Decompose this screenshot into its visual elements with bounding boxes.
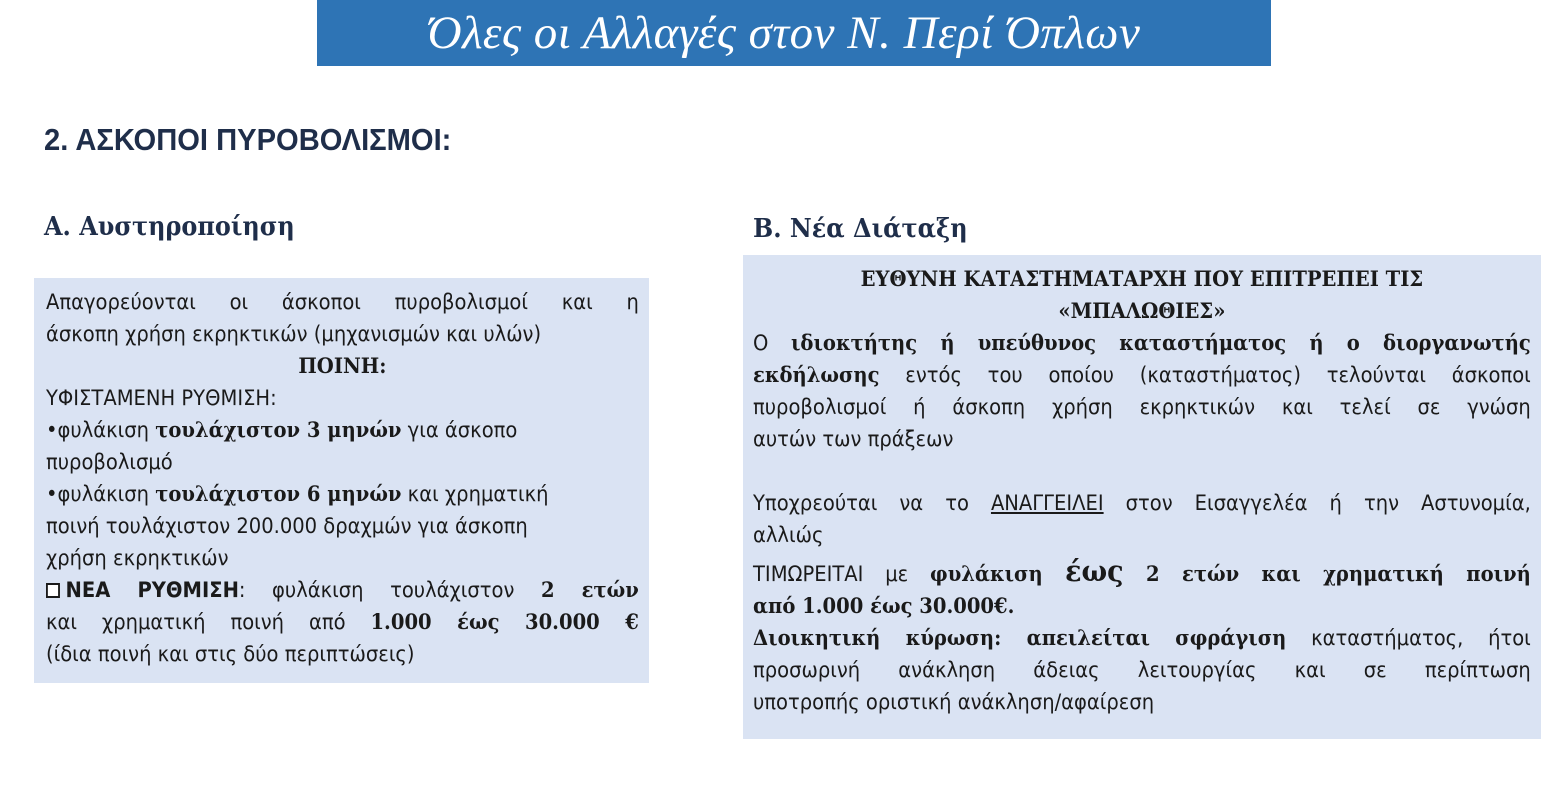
p4-line-3: υποτροπής οριστική ανάκληση/αφαίρεση <box>753 690 1155 714</box>
p3-pre: ΤΙΜΩΡΕΙΤΑΙ με <box>753 562 931 586</box>
title-banner <box>317 0 1271 66</box>
p1-line-4: αυτών των πράξεων <box>753 427 954 451</box>
bullet-1-bold: τουλάχιστον 3 μηνών <box>155 417 402 442</box>
new-rule-line-1 <box>46 574 639 606</box>
p2-pre: Υποχρεούται να το <box>753 491 991 515</box>
p2-underline: ΑΝΑΓΓΕΙΛΕΙ <box>990 491 1104 515</box>
bullet-2 <box>46 478 639 510</box>
p4-line-1 <box>753 622 1531 654</box>
p2-line-2: αλλιώς <box>753 523 824 547</box>
checkbox-icon <box>46 583 60 598</box>
p1-rest-1: εντός του οποίου (καταστήματος) τελούνται άσκοποι <box>879 363 1531 387</box>
existing-rule-label: ΥΦΙΣΤΑΜΕΝΗ ΡΥΘΜΙΣΗ: <box>46 386 277 410</box>
panel-b-box-title-1: ΕΥΘΥΝΗ ΚΑΤΑΣΤΗΜΑΤΑΡΧΗ ΠΟΥ ΕΠΙΤΡΕΠΕΙ ΤΙΣ <box>860 266 1424 291</box>
panel-a-heading: Α. Αυστηροποίηση <box>44 212 295 242</box>
p4-bold: Διοικητική κύρωση: απειλείται σφράγιση <box>753 625 1287 650</box>
p3-line-2: από 1.000 έως 30.000€. <box>753 593 1015 618</box>
intro-line-2: άσκοπη χρήση εκρηκτικών (μηχανισμών και υλών) <box>46 322 542 346</box>
bullet-1-pre: •φυλάκιση <box>46 418 156 442</box>
new-rule-label: ΝΕΑ ΡΥΘΜΙΣΗ <box>65 578 239 602</box>
bullet-1-post: για άσκοπο <box>401 418 518 442</box>
p1-line-1 <box>753 327 1531 359</box>
p1-line-2 <box>753 359 1531 391</box>
p4-rest: καταστήματος, ήτοι <box>1286 626 1531 650</box>
new-rule-line-3: (ίδια ποινή και στις δύο περιπτώσεις) <box>46 642 415 666</box>
p3-bold-1: φυλάκιση <box>930 561 1066 586</box>
p1-line-3: πυροβολισμοί ή άσκοπη χρήση εκρηκτικών και τελεί σε γνώση <box>753 395 1531 419</box>
panel-b-heading: Β. Νέα Διάταξη <box>753 214 968 244</box>
p3-big: έως <box>1065 554 1124 588</box>
section-heading: 2. ΑΣΚΟΠΟΙ ΠΥΡΟΒΟΛΙΣΜΟΙ: <box>44 122 452 157</box>
p3-bold-2: 2 ετών και χρηματική ποινή <box>1123 561 1531 586</box>
bullet-2-bold: τουλάχιστον 6 μηνών <box>155 481 402 506</box>
p1-bold-1: ιδιοκτήτης ή υπεύθυνος καταστήματος ή ο διοργανωτής <box>790 330 1531 355</box>
p4-line-2: προσωρινή ανάκληση άδειας λειτουργίας και σε περίπτωση <box>753 658 1531 682</box>
p3-line-1 <box>753 555 1531 590</box>
page-title: Όλες οι Αλλαγές στον Ν. Περί Όπλων <box>427 7 1141 59</box>
p2-line-1 <box>753 487 1531 519</box>
bullet-1-line-2: πυροβολισμό <box>46 450 173 474</box>
panel-a-box <box>34 278 649 683</box>
panel-b-box-title-2: «ΜΠΑΛΩΘΙΕΣ» <box>1058 298 1226 323</box>
bullet-1 <box>46 414 639 446</box>
new-rule-line-2 <box>46 606 639 638</box>
bullet-2-pre: •φυλάκιση <box>46 482 156 506</box>
new-rule-bold-1: 2 ετών <box>540 577 639 602</box>
panel-b-box <box>743 255 1541 739</box>
new-rule-line-2-pre: και χρηματική ποινή από <box>46 610 371 634</box>
new-rule-colon: : φυλάκιση τουλάχιστον <box>238 578 541 602</box>
new-rule-bold-2: 1.000 έως 30.000 € <box>370 609 639 634</box>
p2-post: στον Εισαγγελέα ή την Αστυνομία, <box>1103 491 1531 515</box>
p1-pre: Ο <box>753 331 791 355</box>
bullet-2-line-3: χρήση εκρηκτικών <box>46 546 229 570</box>
p1-bold-2: εκδήλωσης <box>753 362 880 387</box>
bullet-2-post: και χρηματική <box>401 482 549 506</box>
intro-line-1: Απαγορεύονται οι άσκοποι πυροβολισμοί και η <box>46 290 639 314</box>
penalty-label: ΠΟΙΝΗ: <box>298 353 387 378</box>
bullet-2-line-2: ποινή τουλάχιστον 200.000 δραχμών για άσκοπη <box>46 514 528 538</box>
